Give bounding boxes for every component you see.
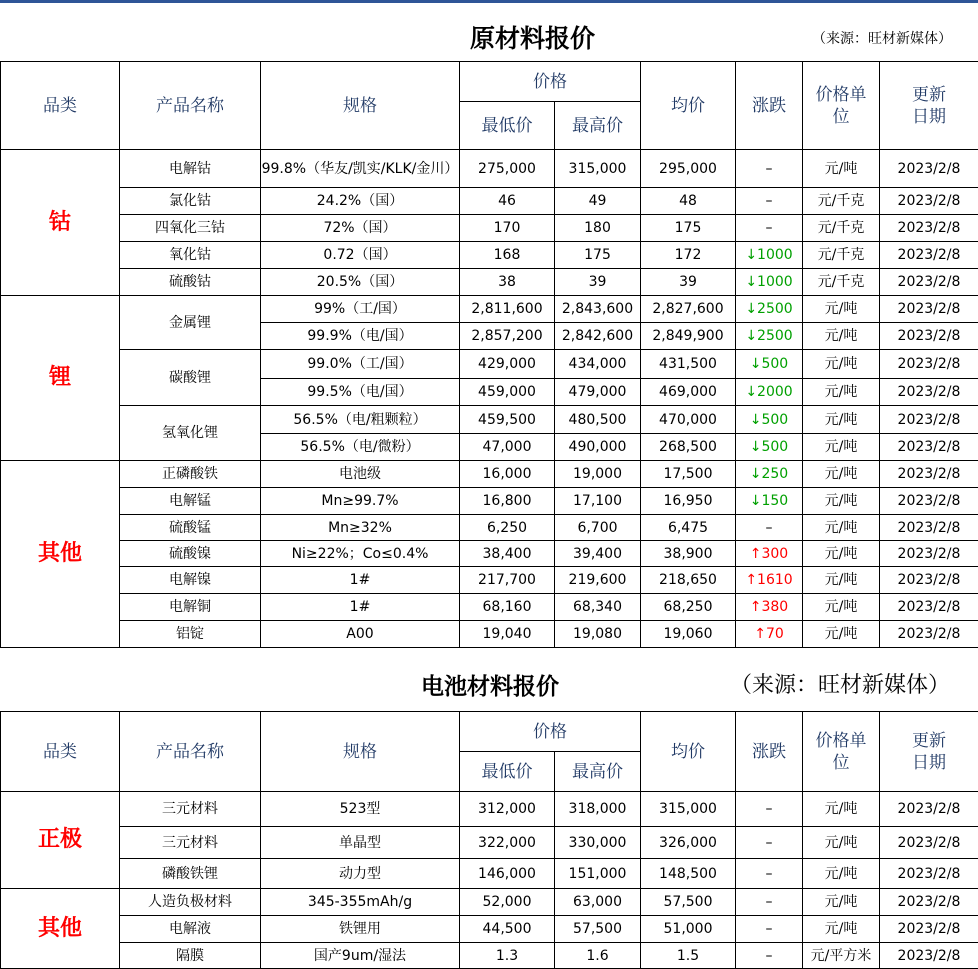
min-price-cell: 2,811,600 xyxy=(460,296,555,323)
product-name-cell: 三元材料 xyxy=(120,827,261,859)
avg-price-cell: 2,827,600 xyxy=(641,296,736,323)
header-price: 价格 xyxy=(460,62,641,102)
unit-cell: 元/吨 xyxy=(803,859,880,889)
min-price-cell: 168 xyxy=(460,242,555,269)
battery-table-body xyxy=(1,792,978,969)
avg-price-cell: 431,500 xyxy=(641,350,736,379)
unit-cell: 元/吨 xyxy=(803,792,880,827)
category-cell: 正极 xyxy=(1,792,120,889)
header-average: 均价 xyxy=(641,712,736,792)
spec-cell: A00 xyxy=(261,621,460,648)
product-name-cell: 硫酸镍 xyxy=(120,541,261,567)
change-cell: – xyxy=(736,827,803,859)
date-cell: 2023/2/8 xyxy=(880,488,978,515)
min-price-cell: 275,000 xyxy=(460,150,555,188)
min-price-cell: 217,700 xyxy=(460,567,555,594)
unit-cell: 元/吨 xyxy=(803,594,880,621)
unit-cell: 元/吨 xyxy=(803,350,880,379)
battery-source-note: （来源：旺材新媒体） xyxy=(730,673,951,698)
unit-cell: 元/吨 xyxy=(803,916,880,943)
date-cell: 2023/2/8 xyxy=(880,323,978,350)
avg-price-cell: 148,500 xyxy=(641,859,736,889)
header-product-name: 产品名称 xyxy=(120,62,261,150)
header-spec: 规格 xyxy=(261,62,460,150)
change-cell: – xyxy=(736,916,803,943)
table-row xyxy=(1,461,978,488)
spec-cell: Mn≥99.7% xyxy=(261,488,460,515)
min-price-cell: 16,000 xyxy=(460,461,555,488)
product-name-cell: 正磷酸铁 xyxy=(120,461,261,488)
max-price-cell: 49 xyxy=(555,188,641,215)
header-category: 品类 xyxy=(1,712,120,792)
date-cell: 2023/2/8 xyxy=(880,150,978,188)
unit-cell: 元/吨 xyxy=(803,621,880,648)
spec-cell: 345-355mAh/g xyxy=(261,889,460,916)
min-price-cell: 38,400 xyxy=(460,541,555,567)
header-change: 涨跌 xyxy=(736,62,803,150)
product-name-cell: 三元材料 xyxy=(120,792,261,827)
table-row xyxy=(1,889,978,916)
unit-cell: 元/吨 xyxy=(803,406,880,434)
spec-cell: Mn≥32% xyxy=(261,515,460,541)
unit-cell: 元/吨 xyxy=(803,296,880,323)
header-min-price: 最低价 xyxy=(460,752,555,792)
product-name-cell: 电解锰 xyxy=(120,488,261,515)
min-price-cell: 459,500 xyxy=(460,406,555,434)
spec-cell: 24.2%（国） xyxy=(261,188,460,215)
min-price-cell: 44,500 xyxy=(460,916,555,943)
max-price-cell: 479,000 xyxy=(555,379,641,406)
table-row xyxy=(1,541,978,567)
max-price-cell: 434,000 xyxy=(555,350,641,379)
change-cell: ↓1000 xyxy=(736,269,803,296)
table-row xyxy=(1,215,978,242)
avg-price-cell: 175 xyxy=(641,215,736,242)
table-row xyxy=(1,488,978,515)
change-cell: – xyxy=(736,515,803,541)
max-price-cell: 6,700 xyxy=(555,515,641,541)
unit-cell: 元/吨 xyxy=(803,889,880,916)
change-cell: ↓500 xyxy=(736,406,803,434)
header-date xyxy=(880,712,978,792)
table-row xyxy=(1,515,978,541)
product-name-cell: 电解钴 xyxy=(120,150,261,188)
min-price-cell: 146,000 xyxy=(460,859,555,889)
min-price-cell: 322,000 xyxy=(460,827,555,859)
change-cell: – xyxy=(736,150,803,188)
min-price-cell: 170 xyxy=(460,215,555,242)
spec-cell: 99.9%（电/国） xyxy=(261,323,460,350)
max-price-cell: 2,843,600 xyxy=(555,296,641,323)
unit-cell: 元/吨 xyxy=(803,488,880,515)
max-price-cell: 68,340 xyxy=(555,594,641,621)
product-name-cell: 硫酸锰 xyxy=(120,515,261,541)
max-price-cell: 57,500 xyxy=(555,916,641,943)
date-cell: 2023/2/8 xyxy=(880,827,978,859)
min-price-cell: 16,800 xyxy=(460,488,555,515)
min-price-cell: 1.3 xyxy=(460,943,555,969)
unit-cell: 元/吨 xyxy=(803,461,880,488)
table-row xyxy=(1,567,978,594)
date-cell: 2023/2/8 xyxy=(880,621,978,648)
unit-cell: 元/吨 xyxy=(803,434,880,461)
change-cell: ↓250 xyxy=(736,461,803,488)
header-unit xyxy=(803,62,880,150)
max-price-cell: 39 xyxy=(555,269,641,296)
product-name-cell: 四氧化三钴 xyxy=(120,215,261,242)
spec-cell: 99.8%（华友/凯实/KLK/金川） xyxy=(261,150,460,188)
header-max-price: 最高价 xyxy=(555,102,641,150)
date-cell: 2023/2/8 xyxy=(880,916,978,943)
table-row xyxy=(1,916,978,943)
min-price-cell: 38 xyxy=(460,269,555,296)
change-cell: ↓2500 xyxy=(736,296,803,323)
min-price-cell: 2,857,200 xyxy=(460,323,555,350)
unit-cell: 元/吨 xyxy=(803,515,880,541)
table-row xyxy=(1,406,978,434)
table-row xyxy=(1,296,978,323)
change-cell: ↑380 xyxy=(736,594,803,621)
min-price-cell: 312,000 xyxy=(460,792,555,827)
max-price-cell: 480,500 xyxy=(555,406,641,434)
table-row xyxy=(1,594,978,621)
product-name-cell: 电解镍 xyxy=(120,567,261,594)
max-price-cell: 39,400 xyxy=(555,541,641,567)
date-cell: 2023/2/8 xyxy=(880,296,978,323)
avg-price-cell: 1.5 xyxy=(641,943,736,969)
table-row xyxy=(1,859,978,889)
table-row xyxy=(1,943,978,969)
max-price-cell: 19,000 xyxy=(555,461,641,488)
date-cell: 2023/2/8 xyxy=(880,269,978,296)
avg-price-cell: 39 xyxy=(641,269,736,296)
table-row xyxy=(1,792,978,827)
spec-cell: 56.5%（电/微粉） xyxy=(261,434,460,461)
header-price: 价格 xyxy=(460,712,641,752)
header-unit-label: 价格单位 xyxy=(815,84,867,127)
raw-section-title: 原材料报价 xyxy=(470,24,596,53)
product-name-cell: 电解铜 xyxy=(120,594,261,621)
header-unit-label: 价格单位 xyxy=(815,730,867,773)
date-cell: 2023/2/8 xyxy=(880,594,978,621)
unit-cell: 元/吨 xyxy=(803,567,880,594)
product-name-cell: 人造负极材料 xyxy=(120,889,261,916)
date-cell: 2023/2/8 xyxy=(880,943,978,969)
spec-cell: 单晶型 xyxy=(261,827,460,859)
header-category: 品类 xyxy=(1,62,120,150)
product-name-cell: 金属锂 xyxy=(120,296,261,350)
header-average: 均价 xyxy=(641,62,736,150)
min-price-cell: 46 xyxy=(460,188,555,215)
change-cell: – xyxy=(736,215,803,242)
product-name-cell: 氧化钴 xyxy=(120,242,261,269)
max-price-cell: 19,080 xyxy=(555,621,641,648)
unit-cell: 元/千克 xyxy=(803,269,880,296)
date-cell: 2023/2/8 xyxy=(880,792,978,827)
spec-cell: 99.0%（工/国） xyxy=(261,350,460,379)
raw-source-note: （来源：旺材新媒体） xyxy=(812,31,952,47)
spec-cell: 0.72（国） xyxy=(261,242,460,269)
category-cell: 锂 xyxy=(1,296,120,461)
change-cell: ↓2500 xyxy=(736,323,803,350)
date-cell: 2023/2/8 xyxy=(880,188,978,215)
date-cell: 2023/2/8 xyxy=(880,215,978,242)
max-price-cell: 2,842,600 xyxy=(555,323,641,350)
avg-price-cell: 326,000 xyxy=(641,827,736,859)
date-cell: 2023/2/8 xyxy=(880,379,978,406)
max-price-cell: 490,000 xyxy=(555,434,641,461)
date-cell: 2023/2/8 xyxy=(880,434,978,461)
category-cell: 其他 xyxy=(1,889,120,969)
avg-price-cell: 48 xyxy=(641,188,736,215)
spec-cell: 1# xyxy=(261,567,460,594)
max-price-cell: 63,000 xyxy=(555,889,641,916)
avg-price-cell: 19,060 xyxy=(641,621,736,648)
category-cell: 钴 xyxy=(1,150,120,296)
avg-price-cell: 16,950 xyxy=(641,488,736,515)
change-cell: ↓1000 xyxy=(736,242,803,269)
min-price-cell: 52,000 xyxy=(460,889,555,916)
table-row xyxy=(1,827,978,859)
change-cell: ↓500 xyxy=(736,350,803,379)
date-cell: 2023/2/8 xyxy=(880,406,978,434)
spec-cell: 56.5%（电/粗颗粒） xyxy=(261,406,460,434)
date-cell: 2023/2/8 xyxy=(880,515,978,541)
unit-cell: 元/吨 xyxy=(803,379,880,406)
product-name-cell: 氯化钴 xyxy=(120,188,261,215)
date-cell: 2023/2/8 xyxy=(880,461,978,488)
header-min-price: 最低价 xyxy=(460,102,555,150)
header-date-label: 更新日期 xyxy=(912,730,946,773)
avg-price-cell: 218,650 xyxy=(641,567,736,594)
max-price-cell: 175 xyxy=(555,242,641,269)
change-cell: ↑1610 xyxy=(736,567,803,594)
product-name-cell: 电解液 xyxy=(120,916,261,943)
avg-price-cell: 51,000 xyxy=(641,916,736,943)
avg-price-cell: 268,500 xyxy=(641,434,736,461)
table-row xyxy=(1,150,978,188)
raw-materials-table xyxy=(0,61,978,648)
unit-cell: 元/吨 xyxy=(803,827,880,859)
spec-cell: 铁锂用 xyxy=(261,916,460,943)
header-date-label: 更新日期 xyxy=(912,84,946,127)
date-cell: 2023/2/8 xyxy=(880,567,978,594)
spec-cell: 523型 xyxy=(261,792,460,827)
unit-cell: 元/平方米 xyxy=(803,943,880,969)
change-cell: – xyxy=(736,859,803,889)
max-price-cell: 315,000 xyxy=(555,150,641,188)
unit-cell: 元/吨 xyxy=(803,541,880,567)
unit-cell: 元/吨 xyxy=(803,323,880,350)
header-change: 涨跌 xyxy=(736,712,803,792)
avg-price-cell: 38,900 xyxy=(641,541,736,567)
date-cell: 2023/2/8 xyxy=(880,859,978,889)
max-price-cell: 17,100 xyxy=(555,488,641,515)
spec-cell: 20.5%（国） xyxy=(261,269,460,296)
table-row xyxy=(1,269,978,296)
category-cell: 其他 xyxy=(1,461,120,648)
raw-table-body xyxy=(1,150,978,648)
header-spec: 规格 xyxy=(261,712,460,792)
avg-price-cell: 6,475 xyxy=(641,515,736,541)
spec-cell: 国产9um/湿法 xyxy=(261,943,460,969)
table-row xyxy=(1,621,978,648)
avg-price-cell: 469,000 xyxy=(641,379,736,406)
change-cell: ↑70 xyxy=(736,621,803,648)
product-name-cell: 磷酸铁锂 xyxy=(120,859,261,889)
min-price-cell: 429,000 xyxy=(460,350,555,379)
battery-section-title: 电池材料报价 xyxy=(421,674,559,700)
avg-price-cell: 315,000 xyxy=(641,792,736,827)
unit-cell: 元/千克 xyxy=(803,215,880,242)
avg-price-cell: 2,849,900 xyxy=(641,323,736,350)
avg-price-cell: 68,250 xyxy=(641,594,736,621)
min-price-cell: 47,000 xyxy=(460,434,555,461)
date-cell: 2023/2/8 xyxy=(880,541,978,567)
spec-cell: Ni≥22%；Co≤0.4% xyxy=(261,541,460,567)
change-cell: ↓150 xyxy=(736,488,803,515)
battery-title-bar xyxy=(0,654,978,711)
max-price-cell: 219,600 xyxy=(555,567,641,594)
date-cell: 2023/2/8 xyxy=(880,350,978,379)
header-date xyxy=(880,62,978,150)
spec-cell: 1# xyxy=(261,594,460,621)
change-cell: – xyxy=(736,792,803,827)
unit-cell: 元/千克 xyxy=(803,188,880,215)
spec-cell: 72%（国） xyxy=(261,215,460,242)
change-cell: ↑300 xyxy=(736,541,803,567)
spec-cell: 动力型 xyxy=(261,859,460,889)
date-cell: 2023/2/8 xyxy=(880,242,978,269)
max-price-cell: 180 xyxy=(555,215,641,242)
table-row xyxy=(1,188,978,215)
change-cell: – xyxy=(736,943,803,969)
header-unit xyxy=(803,712,880,792)
product-name-cell: 碳酸锂 xyxy=(120,350,261,406)
raw-title-bar xyxy=(0,3,978,61)
spec-cell: 99.5%（电/国） xyxy=(261,379,460,406)
min-price-cell: 19,040 xyxy=(460,621,555,648)
table-row xyxy=(1,350,978,379)
max-price-cell: 330,000 xyxy=(555,827,641,859)
change-cell: ↓500 xyxy=(736,434,803,461)
unit-cell: 元/吨 xyxy=(803,150,880,188)
table-row xyxy=(1,242,978,269)
change-cell: ↓2000 xyxy=(736,379,803,406)
min-price-cell: 459,000 xyxy=(460,379,555,406)
max-price-cell: 1.6 xyxy=(555,943,641,969)
avg-price-cell: 57,500 xyxy=(641,889,736,916)
avg-price-cell: 17,500 xyxy=(641,461,736,488)
product-name-cell: 硫酸钴 xyxy=(120,269,261,296)
spec-cell: 99%（工/国） xyxy=(261,296,460,323)
avg-price-cell: 295,000 xyxy=(641,150,736,188)
min-price-cell: 6,250 xyxy=(460,515,555,541)
header-max-price: 最高价 xyxy=(555,752,641,792)
product-name-cell: 铝锭 xyxy=(120,621,261,648)
avg-price-cell: 470,000 xyxy=(641,406,736,434)
min-price-cell: 68,160 xyxy=(460,594,555,621)
avg-price-cell: 172 xyxy=(641,242,736,269)
spec-cell: 电池级 xyxy=(261,461,460,488)
max-price-cell: 151,000 xyxy=(555,859,641,889)
battery-materials-table xyxy=(0,711,978,969)
product-name-cell: 氢氧化锂 xyxy=(120,406,261,461)
unit-cell: 元/千克 xyxy=(803,242,880,269)
change-cell: – xyxy=(736,889,803,916)
max-price-cell: 318,000 xyxy=(555,792,641,827)
header-product-name: 产品名称 xyxy=(120,712,261,792)
product-name-cell: 隔膜 xyxy=(120,943,261,969)
date-cell: 2023/2/8 xyxy=(880,889,978,916)
change-cell: – xyxy=(736,188,803,215)
